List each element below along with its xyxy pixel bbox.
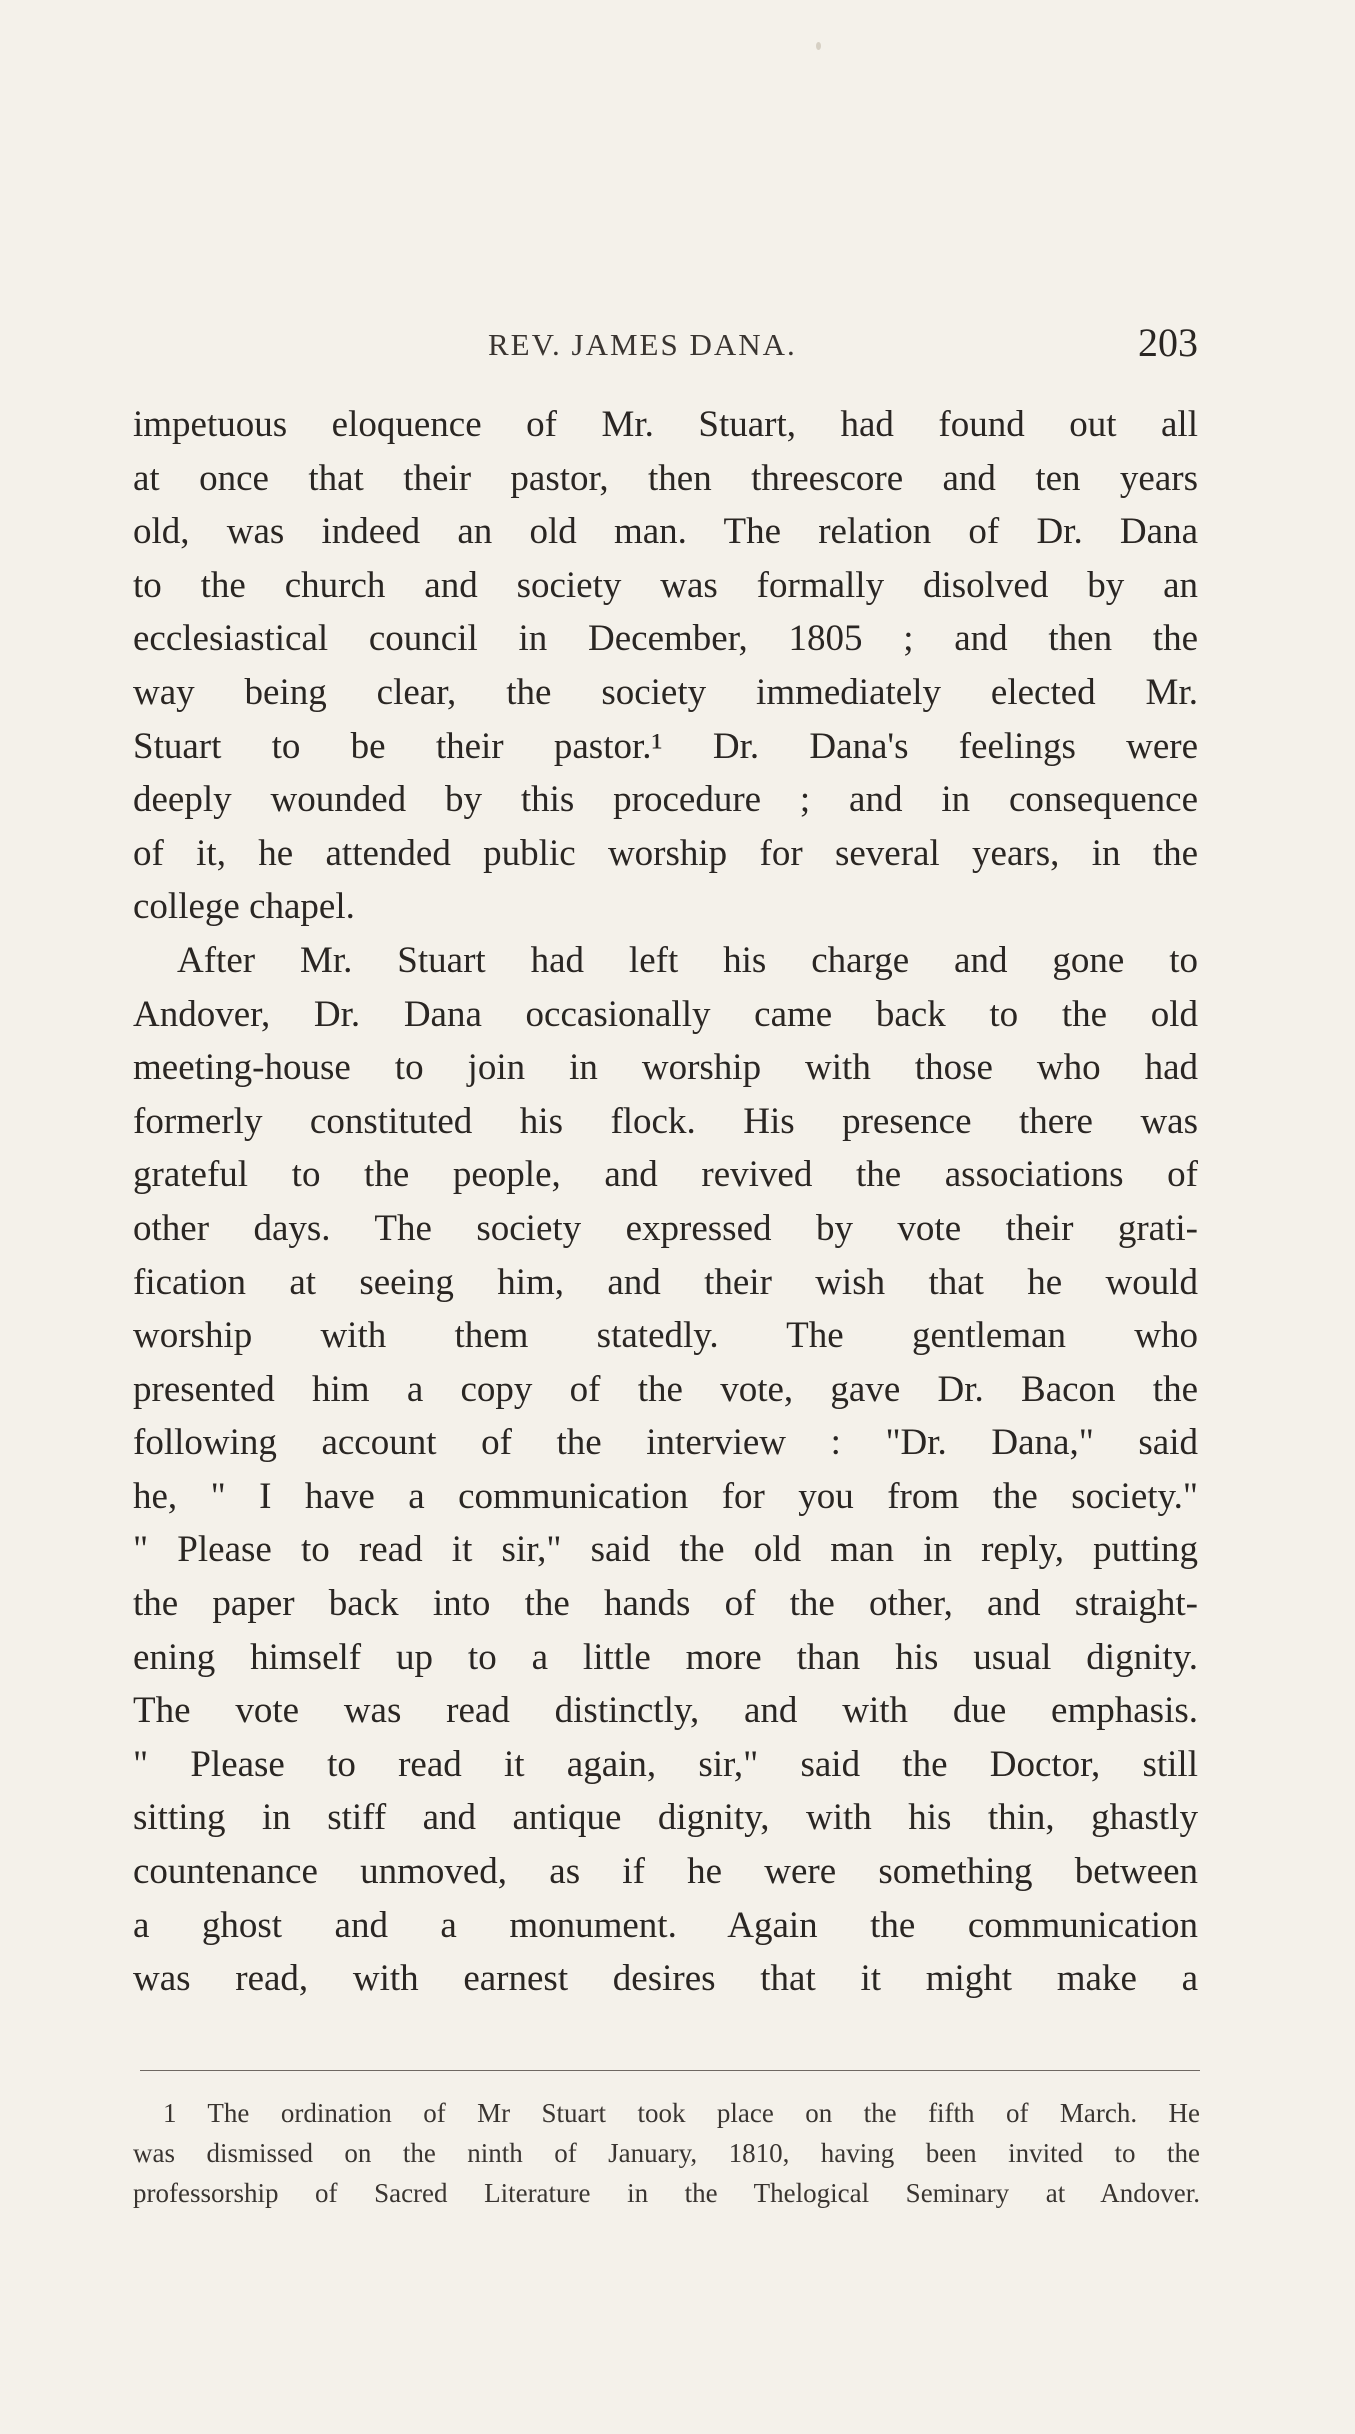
text-line: worship with them statedly. The gentleman who	[133, 1315, 1198, 1357]
text-line: formerly constituted his flock. His presence there was	[133, 1100, 1198, 1142]
text-line: presented him a copy of the vote, gave Dr. Bacon the	[133, 1368, 1198, 1410]
text-line: " Please to read it sir," said the old man in reply, putting	[133, 1529, 1198, 1571]
text-line: Stuart to be their pastor.¹ Dr. Dana's feelings were	[133, 725, 1198, 767]
text-line: he, " I have a communication for you from the society."	[133, 1475, 1198, 1517]
footnote-rule	[140, 2070, 1200, 2071]
text-line: meeting-house to join in worship with those who had	[133, 1047, 1198, 1089]
text-line: at once that their pastor, then threescore and ten years	[133, 457, 1198, 499]
text-line: a ghost and a monument. Again the communication	[133, 1904, 1198, 1946]
text-line: Andover, Dr. Dana occasionally came back to the old	[133, 993, 1198, 1035]
body-text	[133, 398, 1198, 2006]
text-line: ecclesiastical council in December, 1805 ; and then the	[133, 618, 1198, 660]
text-line: The vote was read distinctly, and with due emphasis.	[133, 1690, 1198, 1732]
page-header	[133, 320, 1198, 375]
text-line: sitting in stiff and antique dignity, with his thin, ghastly	[133, 1797, 1198, 1839]
text-line: old, was indeed an old man. The relation of Dr. Dana	[133, 511, 1198, 553]
text-line: was read, with earnest desires that it might make a	[133, 1958, 1198, 2000]
footnote-line: professorship of Sacred Literature in the Thelogical Seminary at Andover.	[133, 2178, 1200, 2208]
text-line: following account of the interview : "Dr. Dana," said	[133, 1422, 1198, 1464]
running-head: REV. JAMES DANA.	[488, 327, 797, 362]
text-line: ening himself up to a little more than his usual dignity.	[133, 1636, 1198, 1678]
footnote-line: 1 The ordination of Mr Stuart took place on the fifth of March. He	[163, 2098, 1200, 2128]
text-line: college chapel.	[133, 886, 355, 928]
text-line: deeply wounded by this procedure ; and in consequence	[133, 779, 1198, 821]
text-line: countenance unmoved, as if he were something between	[133, 1851, 1198, 1893]
text-line: the paper back into the hands of the other, and straight-	[133, 1583, 1198, 1625]
text-line: of it, he attended public worship for several years, in the	[133, 832, 1198, 874]
text-line: " Please to read it again, sir," said the Doctor, still	[133, 1743, 1198, 1785]
text-line: other days. The society expressed by vote their grati-	[133, 1207, 1198, 1249]
text-line: grateful to the people, and revived the associations of	[133, 1154, 1198, 1196]
page-number: 203	[1138, 320, 1198, 365]
footnote	[133, 2093, 1200, 2213]
text-line: way being clear, the society immediately elected Mr.	[133, 671, 1198, 713]
paper-speck	[816, 42, 821, 50]
text-line: impetuous eloquence of Mr. Stuart, had found out all	[133, 404, 1198, 445]
text-line: After Mr. Stuart had left his charge and gone to	[177, 939, 1198, 981]
text-line: fication at seeing him, and their wish that he would	[133, 1261, 1198, 1303]
footnote-line: was dismissed on the ninth of January, 1810, having been invited to the	[133, 2138, 1200, 2168]
text-line: to the church and society was formally disolved by an	[133, 564, 1198, 606]
